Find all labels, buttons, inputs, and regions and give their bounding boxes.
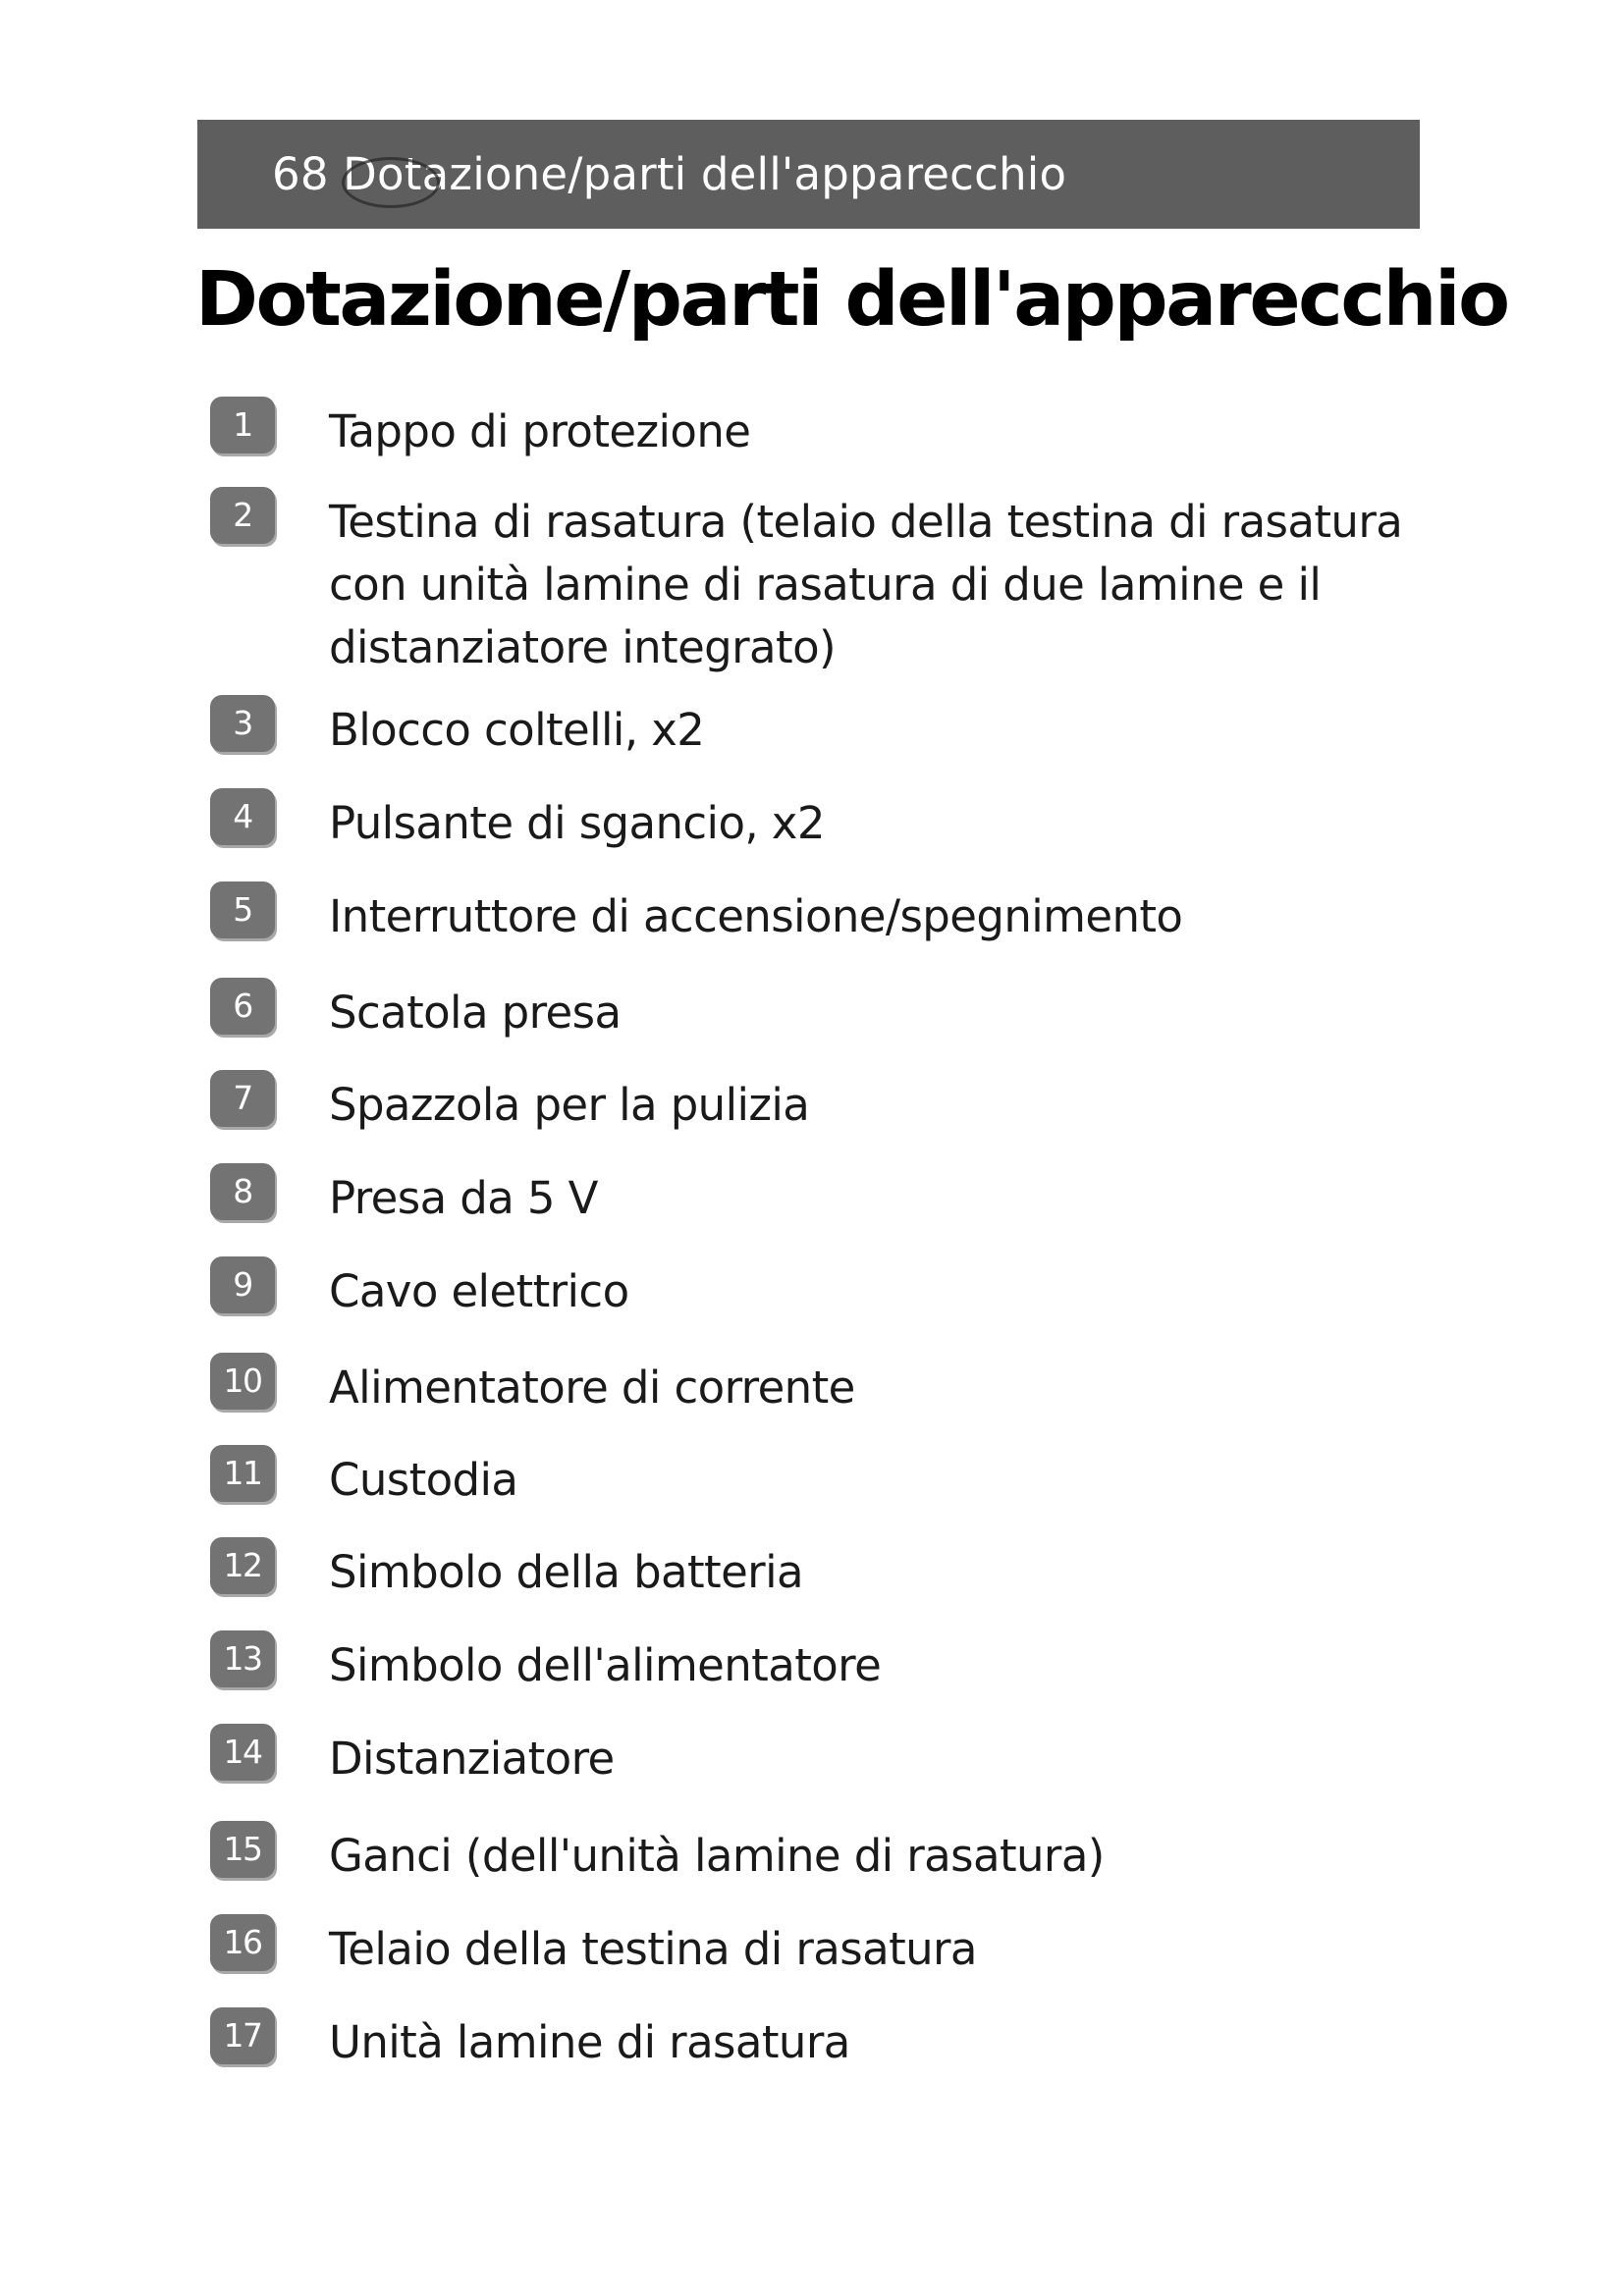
- item-label: Cavo elettrico: [329, 1265, 629, 1317]
- item-label: Blocco coltelli, x2: [329, 704, 705, 756]
- item-number-badge: 5: [210, 881, 275, 938]
- item-number-badge: 13: [210, 1630, 275, 1687]
- item-number-badge: 10: [210, 1353, 275, 1410]
- item-number-badge: 6: [210, 978, 275, 1035]
- item-label: Alimentatore di corrente: [329, 1362, 855, 1414]
- item-label: Presa da 5 V: [329, 1172, 598, 1224]
- item-label: Simbolo della batteria: [329, 1546, 803, 1598]
- page-title: Dotazione/parti dell'apparecchio: [195, 256, 1508, 344]
- item-number-badge: 7: [210, 1070, 275, 1127]
- item-number-badge: 8: [210, 1163, 275, 1220]
- item-label: Distanziatore: [329, 1733, 615, 1785]
- item-number-badge: 17: [210, 2007, 275, 2064]
- item-label: Tappo di protezione: [329, 405, 751, 457]
- item-number-badge: 4: [210, 788, 275, 845]
- item-label: Ganci (dell'unità lamine di rasatura): [329, 1830, 1105, 1882]
- item-number-badge: 14: [210, 1724, 275, 1781]
- item-number-badge: 9: [210, 1256, 275, 1313]
- running-header-text: 68 Dotazione/parti dell'apparecchio: [272, 148, 1067, 200]
- item-number-badge: 3: [210, 695, 275, 752]
- item-label: Testina di rasatura (telaio della testina di rasatura con unità lamine di rasatura di due lamine e il distanziatore integrato): [329, 496, 1403, 673]
- item-label: Unità lamine di rasatura: [329, 2016, 850, 2068]
- item-label: Simbolo dell'alimentatore: [329, 1639, 882, 1691]
- item-label: Scatola presa: [329, 987, 622, 1039]
- item-label: Custodia: [329, 1454, 518, 1506]
- item-number-badge: 1: [210, 397, 275, 454]
- item-label: Pulsante di sgancio, x2: [329, 797, 825, 849]
- item-label: Telaio della testina di rasatura: [329, 1923, 977, 1975]
- item-number-badge: 12: [210, 1537, 275, 1594]
- item-number-badge: 11: [210, 1445, 275, 1502]
- item-label: Interruttore di accensione/spegnimento: [329, 890, 1183, 942]
- item-number-badge: 15: [210, 1821, 275, 1878]
- item-number-badge: 2: [210, 487, 275, 544]
- item-number-badge: 16: [210, 1914, 275, 1971]
- item-label: Spazzola per la pulizia: [329, 1079, 810, 1131]
